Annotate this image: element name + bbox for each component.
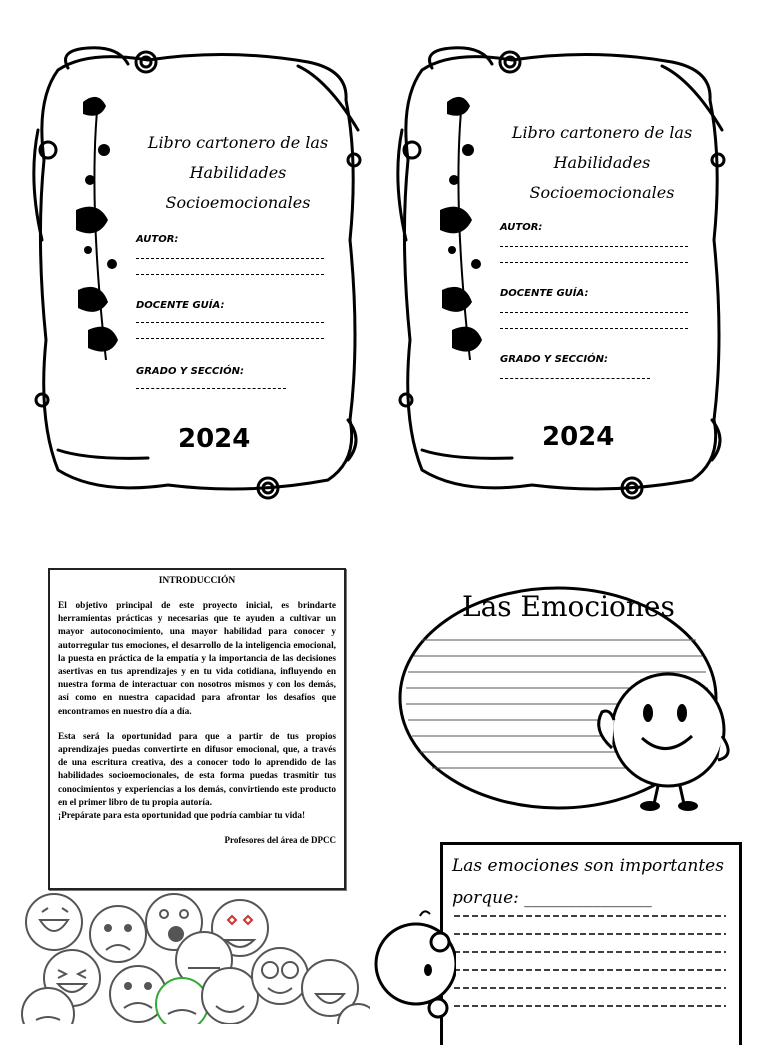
intro-closing: ¡Prepárate para esta oportunidad que podría cambiar tu vida! bbox=[58, 811, 306, 822]
intro-paragraph-2: Esta será la oportunidad para que a partir de tus propios aprendizajes puedas convertirte en difusor emocional, que, a través de una escritura creativa, des a conocer todo lo aprendido de las habilidades socioemocionales, de esta forma puedas trasmitir tus conocimientos y experiencias a los demás, convirtiendo este producto en el primer libro de tu propia autoría. bbox=[58, 731, 336, 808]
grado-line[interactable] bbox=[500, 378, 650, 379]
docente-label: DOCENTE GUÍA: bbox=[500, 288, 589, 299]
grado-label: GRADO Y SECCIÓN: bbox=[500, 354, 608, 365]
grado-label: GRADO Y SECCIÓN: bbox=[136, 366, 244, 377]
docente-line-2[interactable] bbox=[136, 338, 324, 339]
writing-lines bbox=[448, 900, 732, 1024]
important-text: Las emociones son importantes porque: _______________ bbox=[452, 856, 724, 908]
peeking-smiley-icon bbox=[372, 904, 456, 1024]
autor-label: AUTOR: bbox=[136, 234, 179, 245]
cover-left bbox=[28, 40, 368, 510]
sweating-emoji-icon bbox=[90, 906, 146, 962]
cover-right bbox=[392, 40, 732, 510]
autor-line-2[interactable] bbox=[136, 274, 324, 275]
docente-line[interactable] bbox=[136, 322, 324, 323]
autor-line[interactable] bbox=[500, 246, 688, 247]
emoji-cluster bbox=[18, 890, 370, 1024]
grado-line[interactable] bbox=[136, 388, 286, 389]
floral-vine-icon bbox=[440, 97, 482, 360]
intro-paragraph-1: El objetivo principal de este proyecto inicial, es brindarte herramientas prácticas y necesarias que te ayuden a cultivar un mayor autoconocimiento, una mayor habilidad para conocer y autorregular tus emociones, el desarrollo de la inteligencia emocional, la puesta en práctica de la empatía y la importancia de las decisiones asertivas en tus aprendizajes y en tu vida cotidiana, influyendo en nuestra forma de interactuar con nosotros mismos y con los demás, así como en nuestra capacidad para afrontar los desafíos que encontramos en nuestro día a día. bbox=[58, 601, 336, 717]
laughing-emoji-icon bbox=[26, 894, 82, 950]
cover-title: Libro cartonero de las Habilidades Socioemocionales bbox=[147, 133, 329, 212]
sick-emoji-icon bbox=[156, 978, 208, 1024]
autor-line[interactable] bbox=[136, 258, 324, 259]
docente-line-2[interactable] bbox=[500, 328, 688, 329]
cover-year: 2024 bbox=[178, 424, 251, 454]
intro-heading: INTRODUCCIÓN bbox=[158, 576, 236, 586]
cover-year: 2024 bbox=[542, 422, 615, 452]
floral-vine-icon bbox=[76, 97, 118, 360]
glasses-emoji-icon bbox=[252, 948, 308, 1004]
autor-line-2[interactable] bbox=[500, 262, 688, 263]
docente-line[interactable] bbox=[500, 312, 688, 313]
autor-label: AUTOR: bbox=[500, 222, 543, 233]
emotions-title: Las Emociones bbox=[462, 590, 675, 623]
intro-signature: Profesores del área de DPCC bbox=[224, 835, 336, 846]
docente-label: DOCENTE GUÍA: bbox=[136, 300, 225, 311]
cover-title: Libro cartonero de las Habilidades Socioemocionales bbox=[511, 123, 693, 202]
smile-emoji-icon bbox=[202, 968, 258, 1024]
introduction-box bbox=[48, 568, 346, 890]
